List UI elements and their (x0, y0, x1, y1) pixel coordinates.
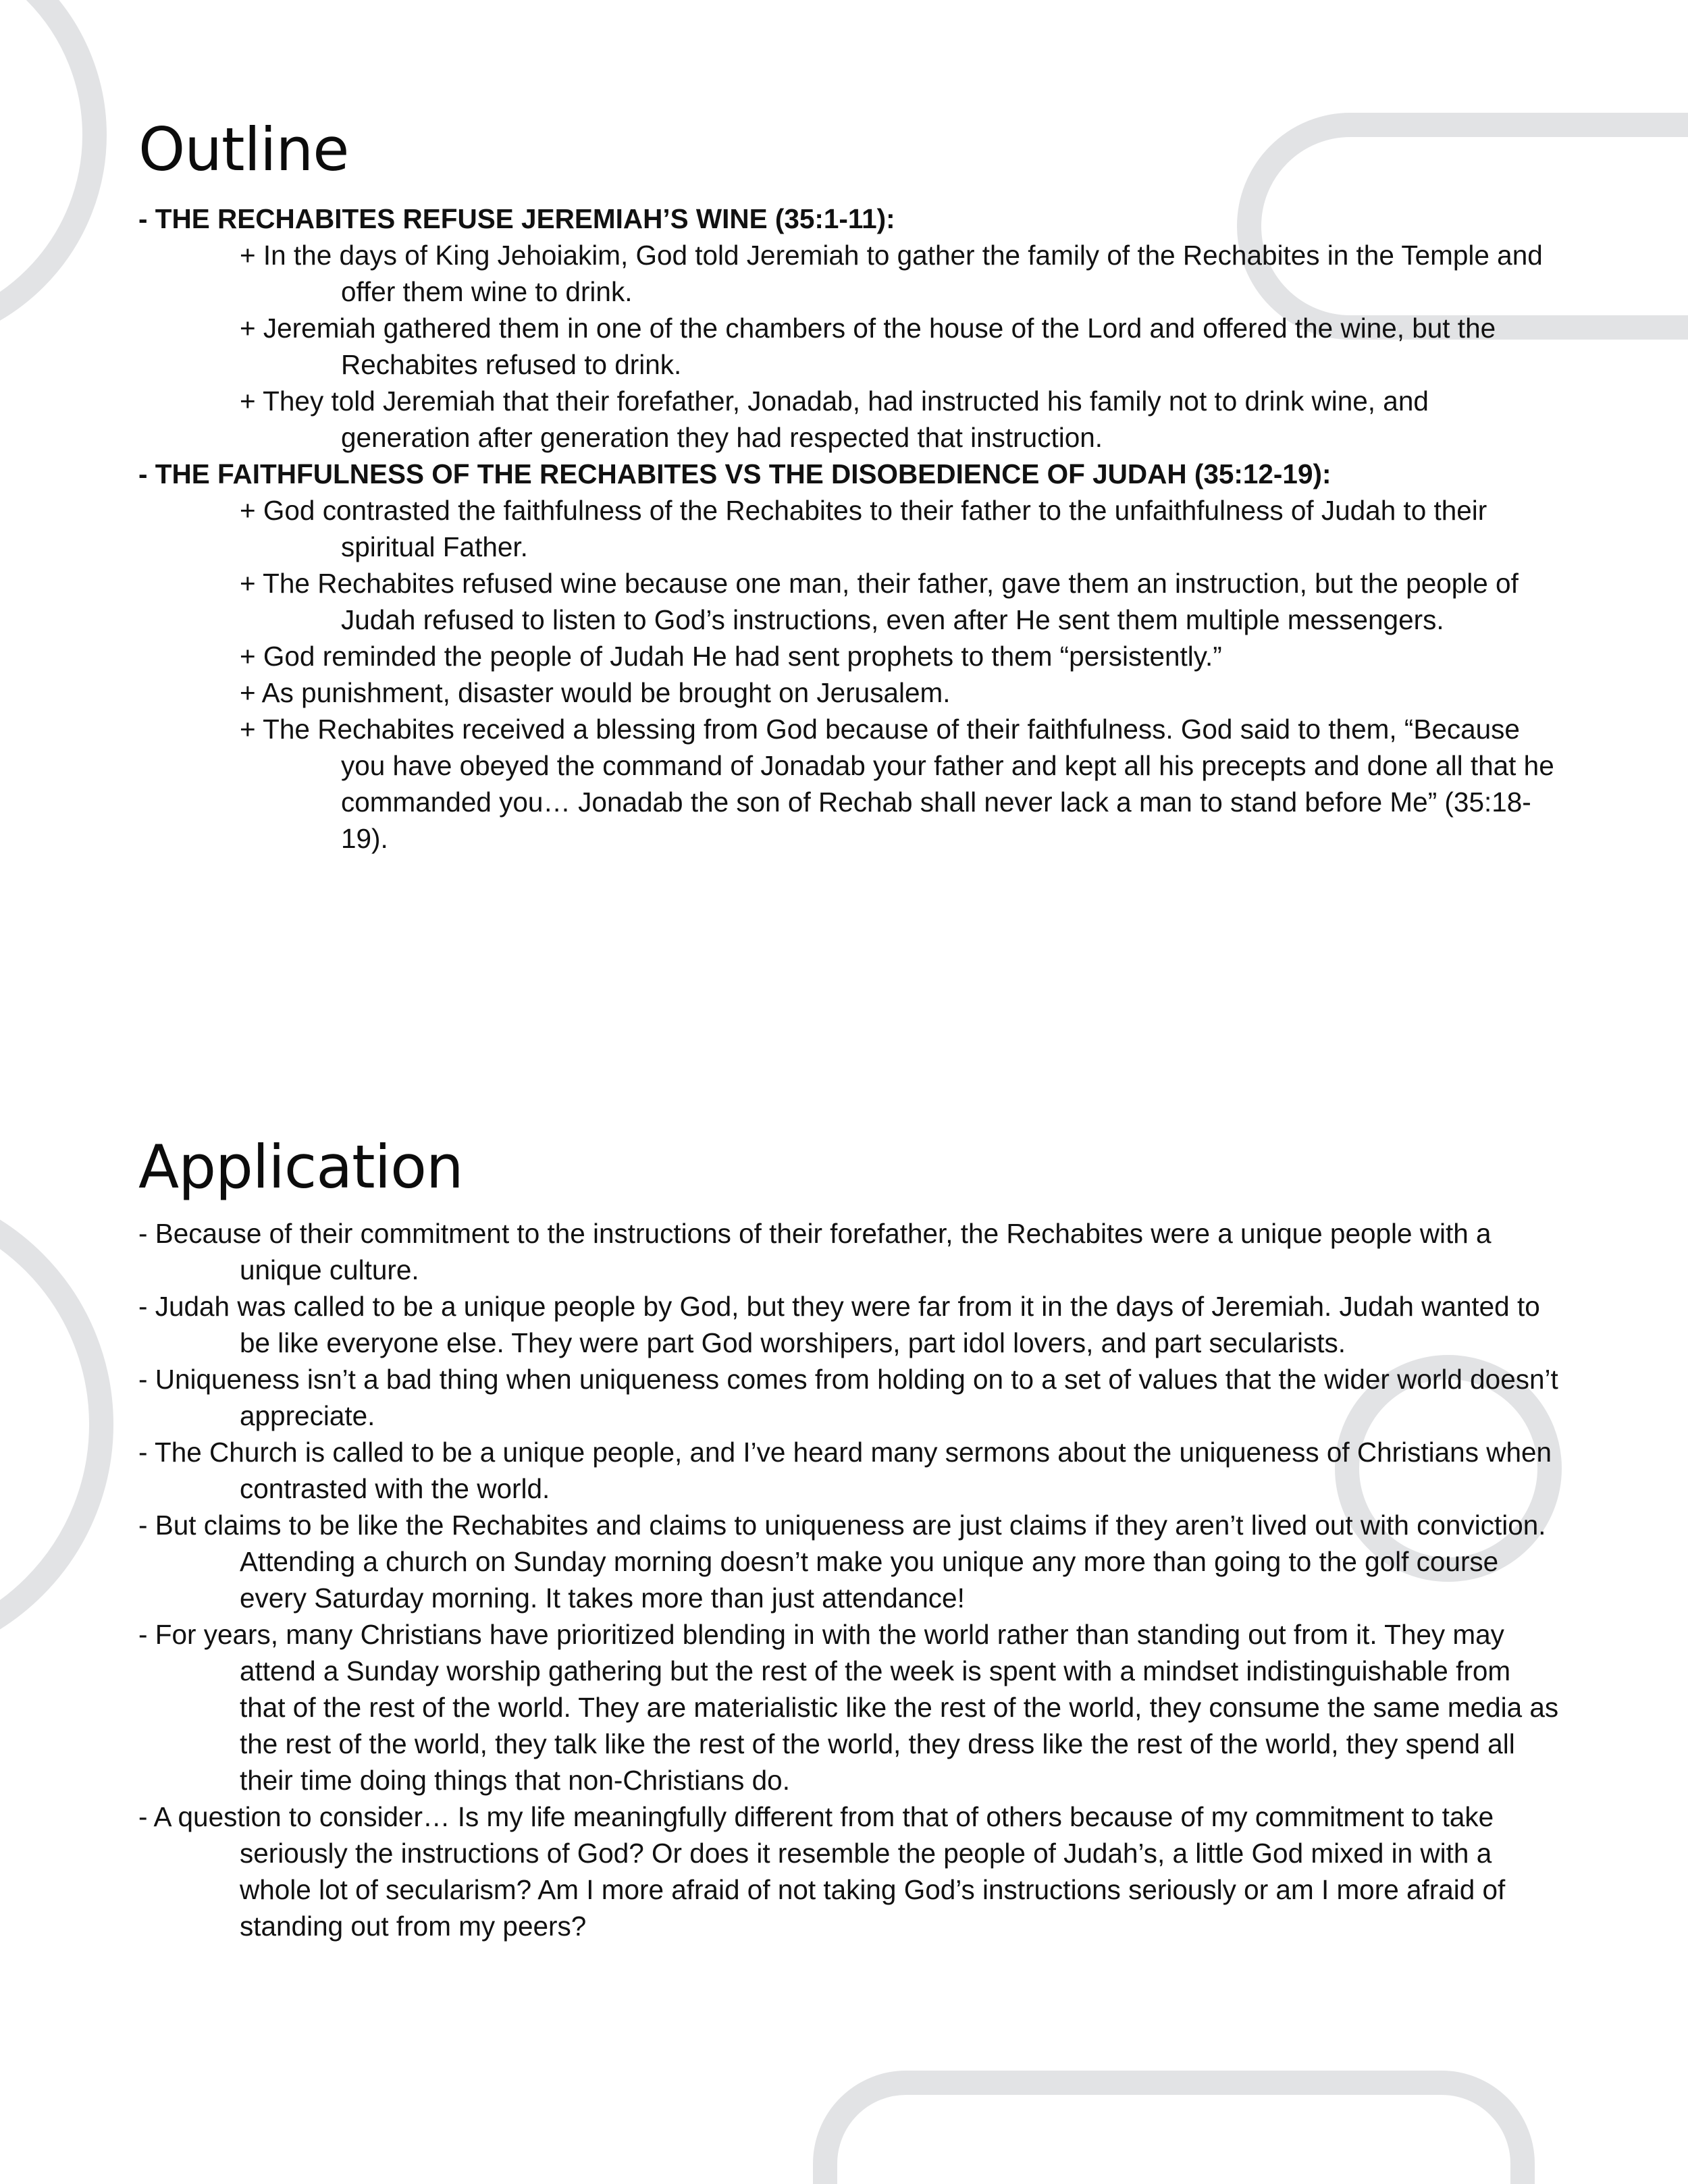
application-list (138, 1215, 1563, 1944)
outline-section-heading: - THE FAITHFULNESS OF THE RECHABITES VS THE DISOBEDIENCE OF JUDAH (35:12-19): (138, 458, 1331, 489)
application-title: Application (138, 1132, 463, 1202)
outline-point: + God reminded the people of Judah He had sent prophets to them “persistently.” (240, 641, 1222, 672)
application-bullet: - Because of their commitment to the instructions of their forefather, the Rechabites were a unique people with a unique culture. (138, 1218, 1492, 1285)
outline-point: + They told Jeremiah that their forefather, Jonadab, had instructed his family not to drink wine, and generation after generation they had respected that instruction. (240, 385, 1429, 453)
application-bullet: - A question to consider… Is my life meaningfully different from that of others because of my commitment to take seriously the instructions of God? Or does it resemble the people of Judah’s, a little God mixed in with a whole lot of secularism? Am I more afraid of not taking God’s instructions seriously or am I more afraid of standing out from my peers? (138, 1801, 1506, 1942)
decor-arc-mid-left (0, 1195, 101, 1654)
decor-arch-bottom (825, 2083, 1523, 2184)
outline-list (138, 201, 1563, 857)
application-bullet: - The Church is called to be a unique people, and I’ve heard many sermons about the uniqueness of Christians when contrasted with the world. (138, 1437, 1552, 1504)
outline-point: + In the days of King Jehoiakim, God told Jeremiah to gather the family of the Rechabites in the Temple and offer them wine to drink. (240, 240, 1543, 307)
outline-point: + God contrasted the faithfulness of the Rechabites to their father to the unfaithfulness of Judah to their spiritual Father. (240, 495, 1487, 562)
outline-point: + As punishment, disaster would be brought on Jerusalem. (240, 677, 951, 708)
application-bullet: - But claims to be like the Rechabites and claims to uniqueness are just claims if they aren’t lived out with conviction. Attending a church on Sunday morning doesn’t make you unique any more than going to the golf course every Saturday morning. It takes more than just attendance! (138, 1510, 1546, 1614)
outline-point: + The Rechabites received a blessing from God because of their faithfulness. God said to them, “Because you have obeyed the command of Jonadab your father and kept all his precepts and done all that he commanded you… Jonadab the son of Rechab shall never lack a man to stand before Me” (35:18-19). (240, 714, 1554, 854)
application-bullet: - Judah was called to be a unique people by God, but they were far from it in the days of Jeremiah. Judah wanted to be like everyone else. They were part God worshipers, part idol lovers, and part secularists. (138, 1291, 1540, 1358)
application-bullet: - Uniqueness isn’t a bad thing when uniqueness comes from holding on to a set of values that the wider world doesn’t appreciate. (138, 1364, 1558, 1431)
outline-point: + Jeremiah gathered them in one of the chambers of the house of the Lord and offered the wine, but the Rechabites refused to drink. (240, 313, 1496, 380)
outline-title: Outline (138, 115, 349, 184)
application-bullet: - For years, many Christians have prioritized blending in with the world rather than standing out from it. They may attend a Sunday worship gathering but the rest of the week is spent with a mindset indistinguishable from that of the rest of the world. They are materialistic like the rest of the world, they consume the same media as the rest of the world, they talk like the rest of the world, they dress like the rest of the world, they spend all their time doing things that non-Christians do. (138, 1619, 1559, 1796)
outline-section-heading: - THE RECHABITES REFUSE JEREMIAH’S WINE (35:1-11): (138, 203, 895, 234)
outline-point: + The Rechabites refused wine because one man, their father, gave them an instruction, but the people of Judah refused to listen to God’s instructions, even after He sent them multiple messengers. (240, 568, 1519, 635)
decor-arc-top-left (0, 0, 95, 338)
